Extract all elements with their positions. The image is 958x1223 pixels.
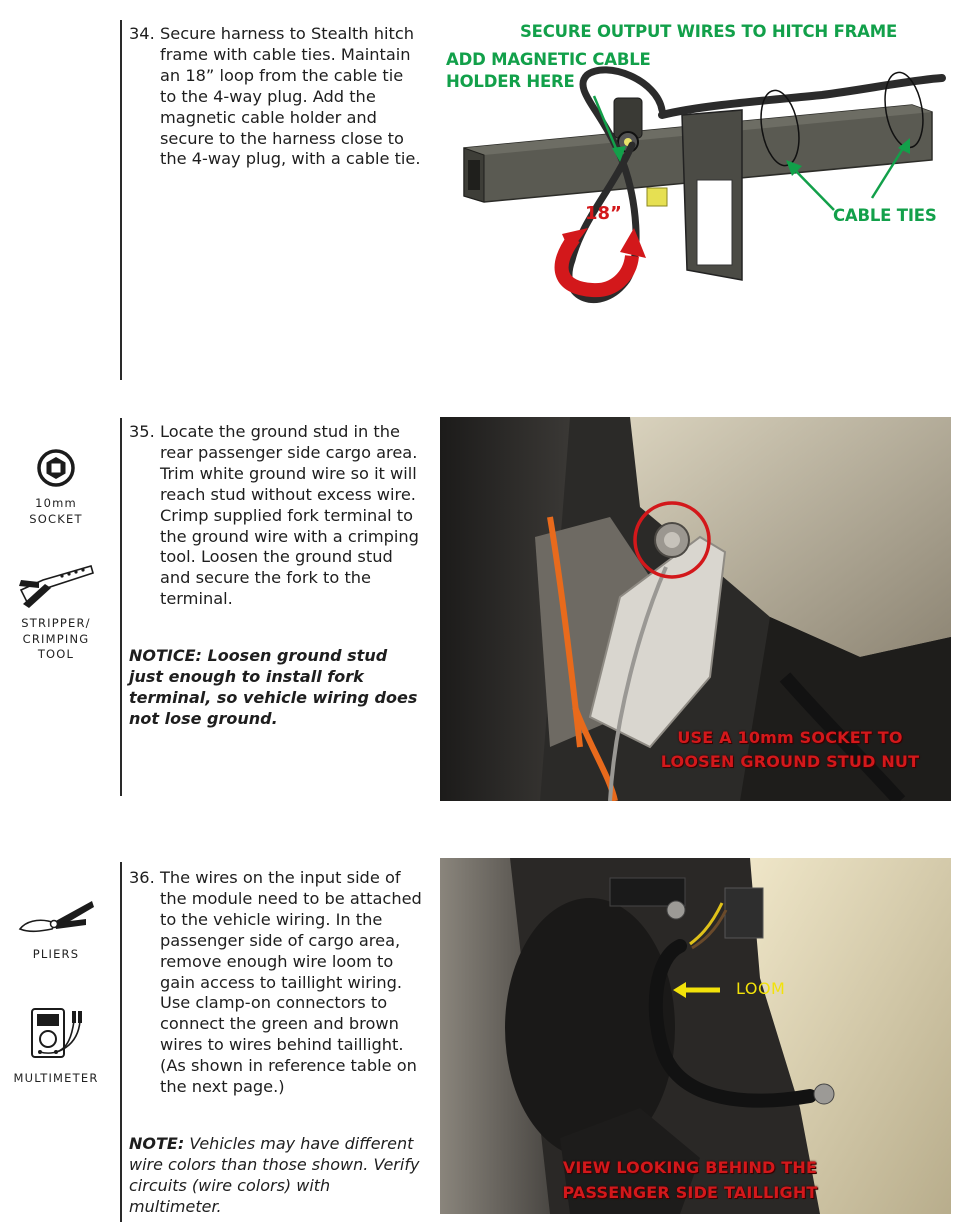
- step-35-notice: NOTICE: Loosen ground stud just enough to install fork terminal, so vehicle wiring does not lose ground.: [129, 646, 418, 728]
- step-text: Locate the ground stud in the rear passenger side cargo area. Trim white ground wire so it will reach stud without excess wire. Crimp supplied fork terminal to the ground wire with a crimping tool. Loosen the ground stud and secure the fork to the terminal.: [160, 422, 419, 609]
- socket-label-line1: 10mm: [35, 496, 77, 510]
- socket-label-line2: SOCKET: [29, 511, 83, 526]
- step-text: The wires on the input side of the module need to be attached to the vehicle wiring. In the passenger side of cargo area, remove enough wire loom to gain access to taillight wiring. Use clamp-on connectors to connect the green and brown wires to wires behind taillight. (As shown in reference table on the next page.): [160, 868, 422, 1097]
- stripper-label-line3: TOOL: [37, 647, 75, 661]
- multimeter-icon: [28, 1005, 84, 1061]
- pliers-label: PLIERS: [32, 947, 80, 961]
- ground-stud-photo: [440, 417, 951, 801]
- stripper-label-line2: CRIMPING: [22, 631, 90, 646]
- ground-stud-caption-line1: USE A 10mm SOCKET TO: [677, 728, 903, 747]
- add-magnetic-label-line2: HOLDER HERE: [446, 72, 575, 91]
- cable-ties-label: CABLE TIES: [833, 206, 937, 225]
- note-lead: NOTE:: [129, 1134, 185, 1153]
- step-34-divider: [120, 20, 122, 380]
- note-text: Vehicles may have different wire colors than those shown. Verify circuits (wire colors) with multimeter.: [129, 1134, 420, 1216]
- taillight-wiring-photo: [440, 858, 951, 1214]
- loom-label: LOOM: [736, 979, 786, 998]
- multimeter-label: MULTIMETER: [13, 1071, 99, 1085]
- step-number: 34.: [129, 24, 155, 43]
- stripper-crimping-tool-icon: [17, 560, 95, 610]
- step-36-instruction: [129, 868, 424, 1098]
- step-text: Secure harness to Stealth hitch frame with cable ties. Maintain an 18” loop from the cable tie to the 4-way plug. Add the magnetic cable holder and secure to the harness close to the 4-way plug, with a cable tie.: [160, 24, 421, 169]
- secure-output-label: SECURE OUTPUT WIRES TO HITCH FRAME: [520, 22, 898, 41]
- taillight-caption-line1: VIEW LOOKING BEHIND THE: [562, 1158, 818, 1177]
- pliers-icon: [16, 893, 96, 937]
- step-36-note: [129, 1133, 424, 1217]
- step-35-divider: [120, 418, 122, 796]
- step-number: 36.: [129, 868, 155, 887]
- pliers-tool: [8, 893, 104, 963]
- multimeter-tool: [4, 1005, 108, 1087]
- hitch-frame-diagram: [442, 20, 952, 310]
- step-36-divider: [120, 862, 122, 1222]
- step-number: 35.: [129, 422, 155, 441]
- socket-icon: [36, 448, 76, 488]
- stripper-crimping-tool: [6, 560, 106, 663]
- add-magnetic-label-line1: ADD MAGNETIC CABLE: [446, 50, 651, 69]
- loop-length-label: 18”: [585, 203, 622, 224]
- ground-stud-caption-line2: LOOSEN GROUND STUD NUT: [660, 752, 920, 771]
- taillight-caption-line2: PASSENGER SIDE TAILLIGHT: [562, 1183, 818, 1202]
- step-35-instruction: [129, 422, 424, 610]
- stripper-label-line1: STRIPPER/: [21, 616, 91, 630]
- step-34-instruction: [129, 24, 424, 170]
- socket-tool: [10, 448, 102, 527]
